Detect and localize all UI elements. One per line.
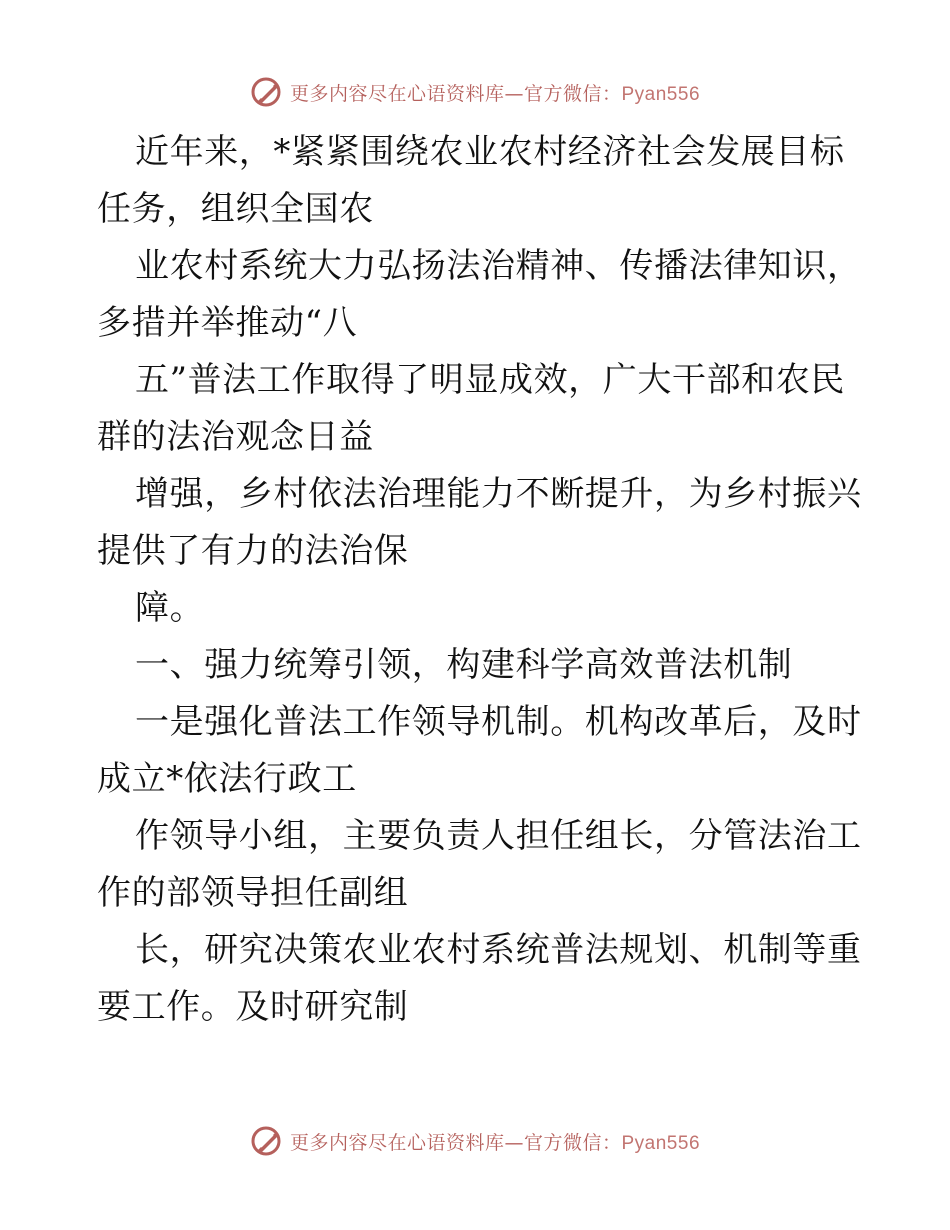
paragraph-line: 作领导小组，主要负责人担任组长，分管法治工 [135, 816, 862, 856]
paragraph-line: 五”普法工作取得了明显成效，广大干部和农民 [135, 360, 845, 400]
paragraph-line: 一是强化普法工作领导机制。机构改革后，及时 [135, 702, 862, 742]
document-body [97, 124, 862, 1036]
header-watermark [0, 72, 950, 112]
paragraph-line: 要工作。及时研究制 [97, 987, 409, 1027]
paragraph-line: 一、强力统筹引领，构建科学高效普法机制 [135, 645, 793, 685]
quill-pen-logo-icon [250, 75, 284, 109]
footer-watermark [0, 1121, 950, 1161]
watermark-text: 更多内容尽在心语资料库—官方微信：Pyan556 [289, 82, 701, 105]
paragraph-line: 增强，乡村依法治理能力不断提升，为乡村振兴 [135, 474, 862, 514]
paragraph-line: 成立*依法行政工 [97, 759, 357, 799]
paragraph-line: 近年来，*紧紧围绕农业农村经济社会发展目标 [135, 132, 845, 172]
paragraph-line: 业农村系统大力弘扬法治精神、传播法律知识， [135, 246, 862, 286]
paragraph-line: 任务，组织全国农 [97, 189, 374, 229]
paragraph-line: 多措并举推动“八 [97, 303, 358, 343]
watermark-text: 更多内容尽在心语资料库—官方微信：Pyan556 [289, 1131, 701, 1154]
quill-pen-logo-icon [250, 1124, 284, 1158]
paragraph-line: 群的法治观念日益 [97, 417, 374, 457]
paragraph-line: 提供了有力的法治保 [97, 531, 409, 571]
paragraph-line: 作的部领导担任副组 [97, 873, 409, 913]
paragraph-line: 长，研究决策农业农村系统普法规划、机制等重 [135, 930, 862, 970]
paragraph-line: 障。 [135, 588, 205, 628]
